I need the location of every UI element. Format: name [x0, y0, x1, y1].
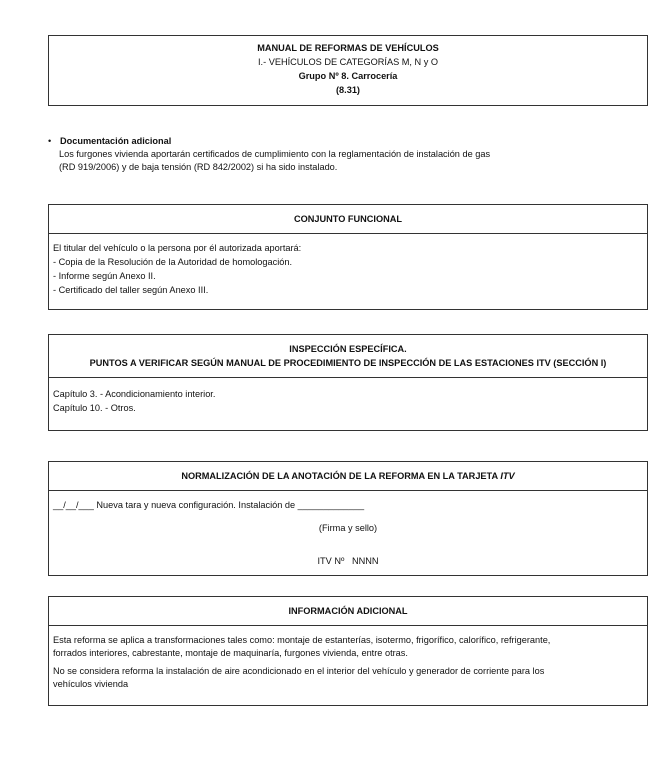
itv-number: ITV Nº NNNN [317, 556, 379, 566]
conjunto-header: CONJUNTO FUNCIONAL [49, 205, 647, 234]
title-box [48, 35, 648, 106]
info-header: INFORMACIÓN ADICIONAL [49, 597, 647, 626]
conjunto-item: - Copia de la Resolución de la Autoridad de homologación. [53, 257, 293, 267]
signature-label: (Firma y sello) [318, 523, 378, 533]
inspeccion-item: Capítulo 10. - Otros. [53, 403, 136, 413]
conjunto-intro: El titular del vehículo o la persona por él autorizada aportará: [53, 243, 302, 253]
info-paragraph: Esta reforma se aplica a transformaciones tales como: montaje de estanterías, isotermo, frigorífico, calorífico, refrigerante, forrados interiores, cabrestante, montaje de maquinaría, furgones vivienda, entre otras. [53, 635, 551, 658]
conjunto-item: - Informe según Anexo II. [53, 271, 156, 281]
section-code: (8.31) [335, 85, 360, 95]
annotation-line: __/__/___ Nueva tara y nueva configuración. Instalación de _____________ [53, 500, 365, 510]
normalizacion-box [48, 461, 648, 576]
inspeccion-box [48, 334, 648, 431]
documentation-heading: Documentación adicional [60, 136, 172, 146]
documentation-text: Los furgones vivienda aportarán certificados de cumplimiento con la reglamentación de instalación de gas (RD 919/2006) y de baja tensión (RD 842/2002) si ha sido instalado. [59, 149, 491, 172]
manual-title: MANUAL DE REFORMAS DE VEHÍCULOS [257, 43, 439, 53]
normalizacion-header: NORMALIZACIÓN DE LA ANOTACIÓN DE LA REFORMA EN LA TARJETA ITV [49, 462, 647, 491]
conjunto-item: - Certificado del taller según Anexo III. [53, 285, 209, 295]
group-line: Grupo Nº 8. Carrocería [298, 71, 398, 81]
inspeccion-item: Capítulo 3. - Acondicionamiento interior. [53, 389, 216, 399]
category-line: I.- VEHÍCULOS DE CATEGORÍAS M, N y O [257, 57, 439, 67]
bullet: • [48, 136, 52, 146]
info-paragraph: No se considera reforma la instalación de aire acondicionado en el interior del vehículo y generador de corriente para los vehículos vivienda [53, 666, 545, 689]
documentation-section [48, 134, 648, 174]
informacion-adicional-box [48, 596, 648, 706]
conjunto-funcional-box [48, 204, 648, 310]
inspeccion-header: INSPECCIÓN ESPECÍFICA. PUNTOS A VERIFICAR SEGÚN MANUAL DE PROCEDIMIENTO DE INSPECCIÓN DE LAS ESTACIONES ITV (SECCIÓN I) [49, 335, 647, 378]
